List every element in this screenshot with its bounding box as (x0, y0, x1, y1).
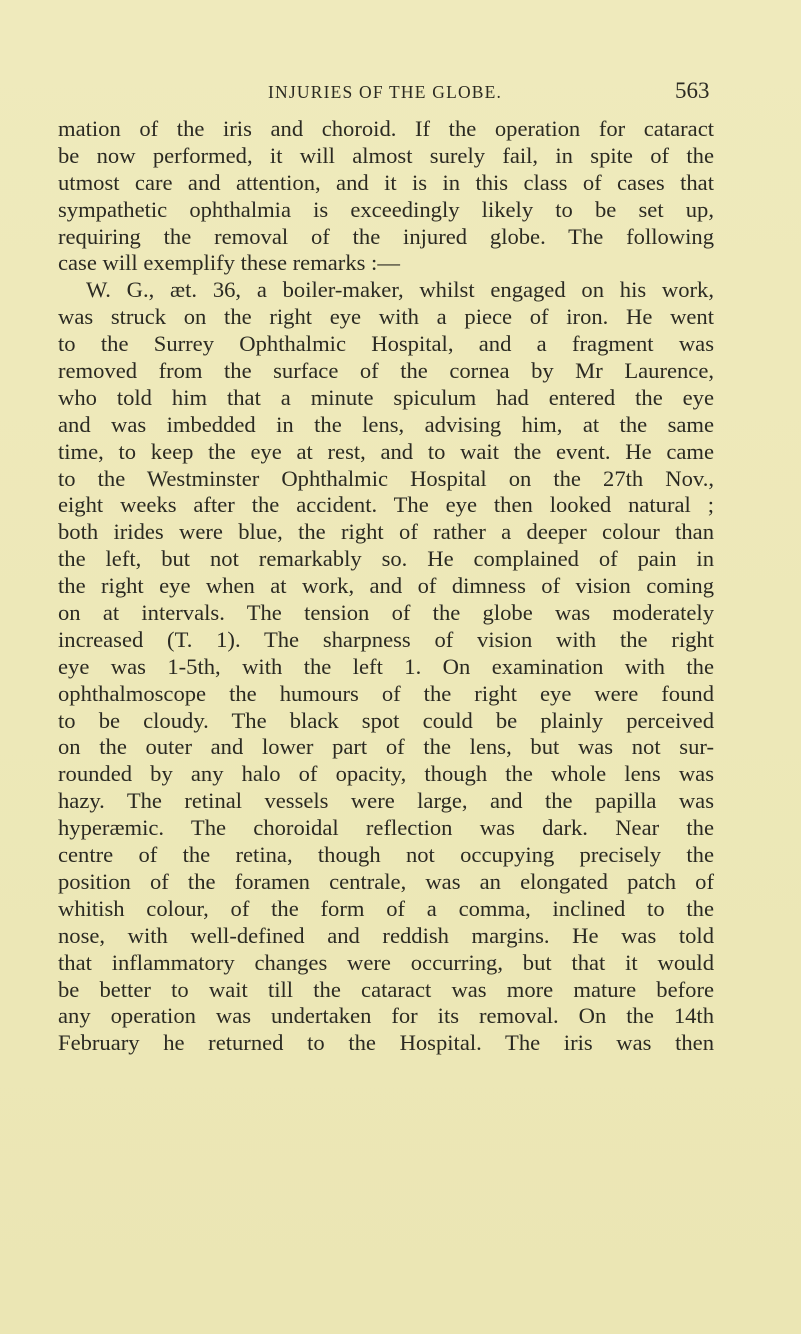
running-head: INJURIES OF THE GLOBE. (268, 82, 503, 102)
text-line: to the Surrey Ophthalmic Hospital, and a fragment was (58, 331, 714, 357)
text-line: be better to wait till the cataract was more mature before (58, 976, 714, 1002)
text-line: on the outer and lower part of the lens, but was not sur- (58, 734, 714, 760)
text-line: time, to keep the eye at rest, and to wait the event. He came (58, 438, 714, 464)
page-number: 563 (675, 78, 710, 103)
body-text (58, 116, 714, 1057)
text-line: increased (T. 1). The sharpness of vision with the right (58, 626, 714, 652)
text-line: hazy. The retinal vessels were large, and the papilla was (58, 788, 714, 814)
text-line: any operation was undertaken for its removal. On the 14th (58, 1003, 714, 1029)
text-line: utmost care and attention, and it is in this class of cases that (58, 169, 714, 195)
text-line: was struck on the right eye with a piece of iron. He went (58, 304, 714, 330)
text-line: ophthalmoscope the humours of the right eye were found (58, 680, 714, 706)
text-line: to be cloudy. The black spot could be plainly perceived (58, 707, 714, 733)
text-line: position of the foramen centrale, was an elongated patch of (58, 868, 714, 894)
text-line: W. G., æt. 36, a boiler-maker, whilst engaged on his work, (86, 277, 714, 303)
page-header (0, 78, 801, 108)
text-line: that inflammatory changes were occurring, but that it would (58, 949, 714, 975)
text-line: mation of the iris and choroid. If the operation for cataract (58, 116, 714, 141)
text-line: whitish colour, of the form of a comma, inclined to the (58, 895, 714, 921)
text-line: centre of the retina, though not occupying precisely the (58, 842, 714, 868)
text-line: nose, with well-defined and reddish margins. He was told (58, 922, 714, 948)
text-line: to the Westminster Ophthalmic Hospital on the 27th Nov., (58, 465, 714, 491)
text-line: requiring the removal of the injured globe. The following (58, 223, 714, 249)
text-line: removed from the surface of the cornea by Mr Laurence, (58, 358, 714, 384)
text-line: and was imbedded in the lens, advising him, at the same (58, 411, 714, 437)
text-line: both irides were blue, the right of rather a deeper colour than (58, 519, 714, 545)
text-line: hyperæmic. The choroidal reflection was dark. Near the (58, 815, 714, 841)
text-line: sympathetic ophthalmia is exceedingly likely to be set up, (58, 196, 714, 222)
text-line: the left, but not remarkably so. He complained of pain in (58, 546, 714, 572)
text-line: eight weeks after the accident. The eye then looked natural ; (58, 492, 714, 518)
text-line: who told him that a minute spiculum had entered the eye (58, 384, 714, 410)
text-line: case will exemplify these remarks :— (58, 250, 400, 276)
text-line: on at intervals. The tension of the globe was moderately (58, 600, 714, 626)
text-line: February he returned to the Hospital. The iris was then (58, 1030, 714, 1056)
text-line: be now performed, it will almost surely fail, in spite of the (58, 142, 714, 168)
text-line: eye was 1-5th, with the left 1. On examination with the (58, 653, 714, 679)
text-line: rounded by any halo of opacity, though the whole lens was (58, 761, 714, 787)
text-line: the right eye when at work, and of dimness of vision coming (58, 573, 714, 599)
